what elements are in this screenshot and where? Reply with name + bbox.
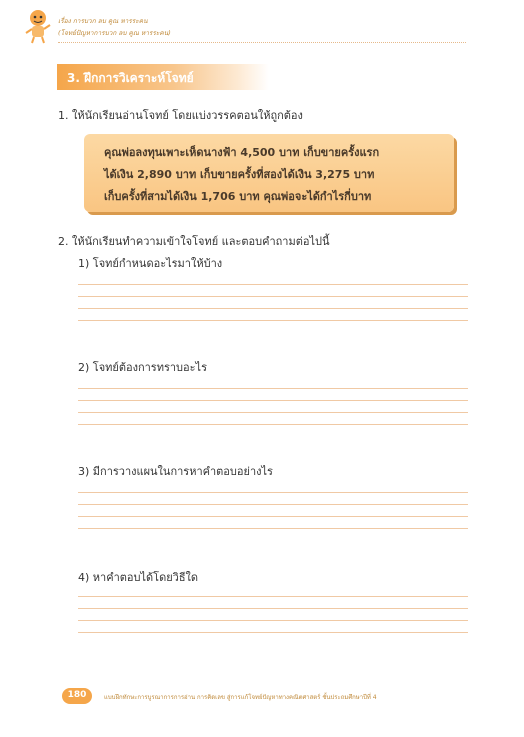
question-1: 1. ให้นักเรียนอ่านโจทย์ โดยแบ่งวรรคตอนให้ถูกต้อง bbox=[58, 109, 303, 122]
sub-question-2: 2) โจทย์ต้องการทราบอะไร bbox=[78, 361, 207, 374]
problem-line-3: เก็บครั้งที่สามได้เงิน 1,706 บาท คุณพ่อจะได้กำไรกี่บาท bbox=[104, 190, 372, 203]
question-2: 2. ให้นักเรียนทำความเข้าใจโจทย์ และตอบคำถามต่อไปนี้ bbox=[58, 235, 330, 248]
page-header bbox=[0, 0, 524, 50]
section-title: 3. ฝึกการวิเคราะห์โจทย์ bbox=[67, 71, 194, 85]
section-banner bbox=[57, 64, 269, 90]
page-number: 180 bbox=[67, 690, 87, 700]
answer-lines-1[interactable] bbox=[78, 284, 468, 332]
problem-line-1: คุณพ่อลงทุนเพาะเห็ดนางฟ้า 4,500 บาท เก็บขายครั้งแรก bbox=[104, 146, 380, 159]
header-subtopic: (โจทย์ปัญหาการบวก ลบ คูณ หารระคน) bbox=[58, 29, 171, 37]
footer-book-title: แบบฝึกทักษะการบูรณาการการอ่าน การคิดเลข สู่การแก้โจทย์ปัญหาทางคณิตศาสตร์ ชั้นประถมศึกษาปีที่ 4 bbox=[104, 694, 377, 701]
problem-box bbox=[84, 134, 454, 212]
answer-lines-2[interactable] bbox=[78, 388, 468, 436]
sub-question-3: 3) มีการวางแผนในการหาคำตอบอย่างไร bbox=[78, 465, 273, 478]
header-divider bbox=[58, 42, 466, 43]
sub-question-4: 4) หาคำตอบได้โดยวิธีใด bbox=[78, 571, 199, 584]
answer-lines-3[interactable] bbox=[78, 492, 468, 540]
answer-lines-4[interactable] bbox=[78, 596, 468, 644]
page-number-badge bbox=[62, 688, 92, 704]
sub-question-1: 1) โจทย์กำหนดอะไรมาให้บ้าง bbox=[78, 257, 223, 270]
header-topic: เรื่อง การบวก ลบ คูณ หารระคน bbox=[58, 17, 148, 25]
problem-line-2: ได้เงิน 2,890 บาท เก็บขายครั้งที่สองได้เงิน 3,275 บาท bbox=[104, 168, 375, 181]
mascot-icon bbox=[24, 8, 52, 44]
